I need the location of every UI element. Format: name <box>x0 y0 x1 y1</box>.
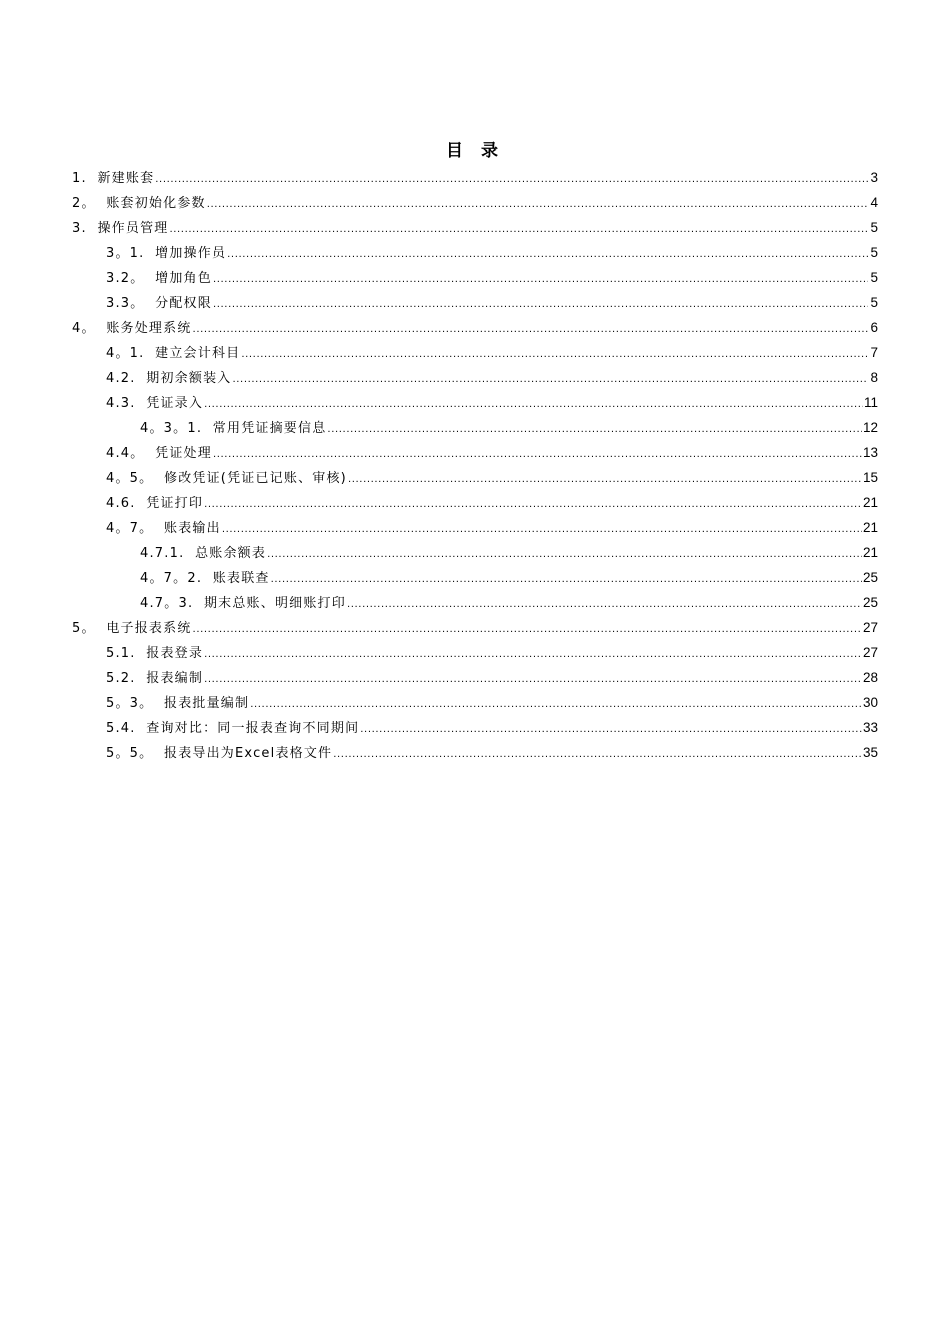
toc-entry[interactable] <box>72 690 878 715</box>
toc-entry-page: 12 <box>862 420 878 435</box>
toc-entry-page: 5 <box>870 220 878 235</box>
toc-entry[interactable] <box>72 640 878 665</box>
toc-entry[interactable] <box>72 390 878 415</box>
toc-entry-page: 3 <box>870 170 878 185</box>
toc-entry-page: 28 <box>862 670 878 685</box>
toc-entry-page: 27 <box>862 645 878 660</box>
toc-entry-page: 33 <box>862 720 878 735</box>
toc-entry-label: 4。7。2. 账表联查 <box>140 571 270 586</box>
toc-entry-page: 27 <box>862 620 878 635</box>
toc-entry-page: 25 <box>862 595 878 610</box>
toc-entry-page: 25 <box>862 570 878 585</box>
toc-entry-label: 5.4. 查询对比：同一报表查询不同期间 <box>106 721 360 736</box>
toc-entry-label: 2。 账套初始化参数 <box>72 196 206 211</box>
toc-entry[interactable] <box>72 265 878 290</box>
toc-entry-page: 4 <box>870 195 878 210</box>
toc-entry-page: 5 <box>870 245 878 260</box>
toc-leader <box>348 467 862 492</box>
toc-entry-label: 5。5。 报表导出为Excel表格文件 <box>106 746 333 761</box>
toc-entry[interactable] <box>72 540 878 565</box>
toc-title: 目 录 <box>446 141 504 161</box>
toc-entry-page: 8 <box>870 370 878 385</box>
toc-leader <box>327 417 862 442</box>
toc-entry-label: 5.2. 报表编制 <box>106 671 204 686</box>
toc-entry[interactable] <box>72 740 878 765</box>
toc-leader <box>360 717 862 742</box>
toc-entry-label: 5。 电子报表系统 <box>72 621 192 636</box>
toc-entry-label: 4。1. 建立会计科目 <box>106 346 241 361</box>
toc-entry[interactable] <box>72 515 878 540</box>
toc-leader <box>155 167 868 192</box>
toc-entry[interactable] <box>72 165 878 190</box>
toc-entry[interactable] <box>72 590 878 615</box>
toc-entry-label: 4.6. 凭证打印 <box>106 496 204 511</box>
toc-leader <box>347 592 862 617</box>
toc-entry[interactable] <box>72 490 878 515</box>
toc-entry-label: 5.1. 报表登录 <box>106 646 204 661</box>
toc-entry-label: 5。3。 报表批量编制 <box>106 696 250 711</box>
toc-entry-label: 4.3. 凭证录入 <box>106 396 204 411</box>
toc-leader <box>204 392 863 417</box>
toc-leader <box>241 342 868 367</box>
toc-leader <box>222 517 862 542</box>
toc-leader <box>213 442 862 467</box>
toc-entry-label: 4.7。3. 期末总账、明细账打印 <box>140 596 346 611</box>
toc-leader <box>250 692 862 717</box>
toc-leader <box>227 242 868 267</box>
toc-leader <box>232 367 868 392</box>
toc-entry-label: 4。7。 账表输出 <box>106 521 221 536</box>
toc-leader <box>207 192 868 217</box>
toc-entry-page: 5 <box>870 295 878 310</box>
toc-entry[interactable] <box>72 465 878 490</box>
toc-entry-page: 21 <box>862 495 878 510</box>
toc-entry-page: 6 <box>870 320 878 335</box>
toc-leader <box>267 542 862 567</box>
toc-entry-label: 3。1. 增加操作员 <box>106 246 227 261</box>
toc-entry-page: 7 <box>870 345 878 360</box>
toc-entry[interactable] <box>72 440 878 465</box>
toc-leader <box>204 667 862 692</box>
toc-entry-page: 15 <box>862 470 878 485</box>
toc-entry[interactable] <box>72 415 878 440</box>
toc-entry-label: 3. 操作员管理 <box>72 221 169 236</box>
toc-entry[interactable] <box>72 615 878 640</box>
toc-entry-page: 11 <box>863 395 878 410</box>
toc-entry-label: 1. 新建账套 <box>72 171 155 186</box>
toc-entry-label: 4.7.1. 总账余额表 <box>140 546 267 561</box>
toc-entry-page: 5 <box>870 270 878 285</box>
toc-entry[interactable] <box>72 340 878 365</box>
toc-entry[interactable] <box>72 215 878 240</box>
toc-entry[interactable] <box>72 365 878 390</box>
toc-entry[interactable] <box>72 715 878 740</box>
toc-leader <box>213 292 868 317</box>
toc-entry-label: 4。 账务处理系统 <box>72 321 192 336</box>
toc-entry-label: 4.2. 期初余额装入 <box>106 371 232 386</box>
toc-entry[interactable] <box>72 240 878 265</box>
toc-leader <box>204 642 862 667</box>
toc-entry-label: 3.3。 分配权限 <box>106 296 212 311</box>
toc-entry[interactable] <box>72 665 878 690</box>
toc-entry[interactable] <box>72 565 878 590</box>
toc-leader <box>213 267 868 292</box>
toc-entry-label: 4。5。 修改凭证(凭证已记账、审核) <box>106 471 347 486</box>
toc-entry-label: 4。3。1. 常用凭证摘要信息 <box>140 421 327 436</box>
toc-leader <box>193 617 862 642</box>
toc-leader <box>333 742 862 767</box>
toc-entry-label: 3.2。 增加角色 <box>106 271 212 286</box>
toc-entry[interactable] <box>72 315 878 340</box>
toc-leader <box>271 567 862 592</box>
toc-leader <box>169 217 868 242</box>
toc-leader <box>193 317 868 342</box>
toc-entry-page: 35 <box>862 745 878 760</box>
toc-entry[interactable] <box>72 190 878 215</box>
toc-entry-page: 30 <box>862 695 878 710</box>
toc-list <box>72 165 878 765</box>
toc-leader <box>204 492 862 517</box>
toc-entry-page: 21 <box>862 545 878 560</box>
toc-entry[interactable] <box>72 290 878 315</box>
toc-entry-page: 13 <box>862 445 878 460</box>
toc-entry-label: 4.4。 凭证处理 <box>106 446 212 461</box>
toc-entry-page: 21 <box>862 520 878 535</box>
